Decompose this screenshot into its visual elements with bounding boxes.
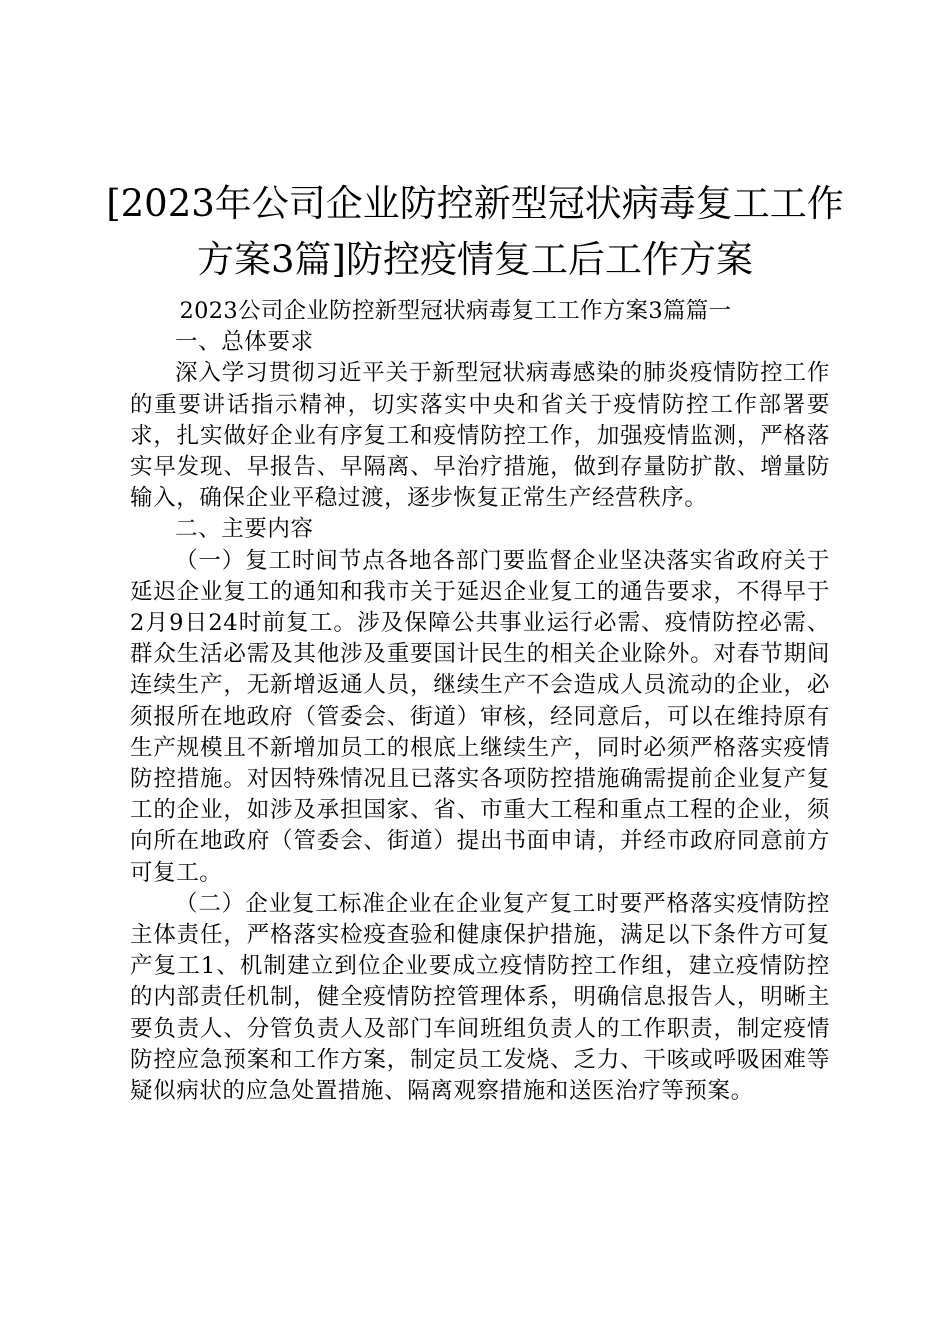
paragraph-general-requirements: 深入学习贯彻习近平关于新型冠状病毒感染的肺炎疫情防控工作的重要讲话指示精神，切实落实中央和省关于疫情防控工作部署要求，扎实做好企业有序复工和疫情防控工作，加强疫情监测，严格落实早发现、早报告、早隔离、早治疗措施，做到存量防扩散、增量防输入，确保企业平稳过渡，逐步恢复正常生产经营秩序。 (130, 360, 830, 512)
document-subtitle: 2023公司企业防控新型冠状病毒复工工作方案3篇篇一 (179, 298, 732, 324)
document-body (130, 296, 830, 1107)
title-line-2: 方案3篇]防控疫情复工后工作方案 (197, 238, 753, 281)
paragraph-resumption-standards: （二）企业复工标准企业在企业复产复工时要严格落实疫情防控主体责任，严格落实检疫查验和健康保护措施，满足以下条件方可复产复工1、机制建立到位企业要成立疫情防控工作组，建立疫情防控的内部责任机制，健全疫情防控管理体系，明确信息报告人，明晰主要负责人、分管负责人及部门车间班组负责人的工作职责，制定疫情防控应急预案和工作方案，制定员工发烧、乏力、干咳或呼吸困难等疑似病状的应急处置措施、隔离观察措施和送医治疗等预案。 (130, 890, 830, 1105)
document-title (100, 176, 850, 288)
section-heading-main-content: 二、主要内容 (175, 516, 314, 543)
title-line-1: [2023年公司企业防控新型冠状病毒复工工作 (106, 182, 844, 225)
paragraph-resumption-timing: （一）复工时间节点各地各部门要监督企业坚决落实省政府关于延迟企业复工的通知和我市关于延迟企业复工的通告要求，不得早于2月9日24时前复工。涉及保障公共事业运行必需、疫情防控必需、群众生活必需及其他涉及重要国计民生的相关企业除外。对春节期间连续生产，无新增返通人员，继续生产不会造成人员流动的企业，必须报所在地政府（管委会、街道）审核，经同意后，可以在维持原有生产规模且不新增加员工的根底上继续生产，同时必须严格落实疫情防控措施。对因特殊情况且已落实各项防控措施确需提前企业复产复工的企业，如涉及承担国家、省、市重大工程和重点工程的企业，须向所在地政府（管委会、街道）提出书面申请，并经市政府同意前方可复工。 (130, 547, 830, 886)
section-heading-general-requirements: 一、总体要求 (175, 329, 314, 356)
